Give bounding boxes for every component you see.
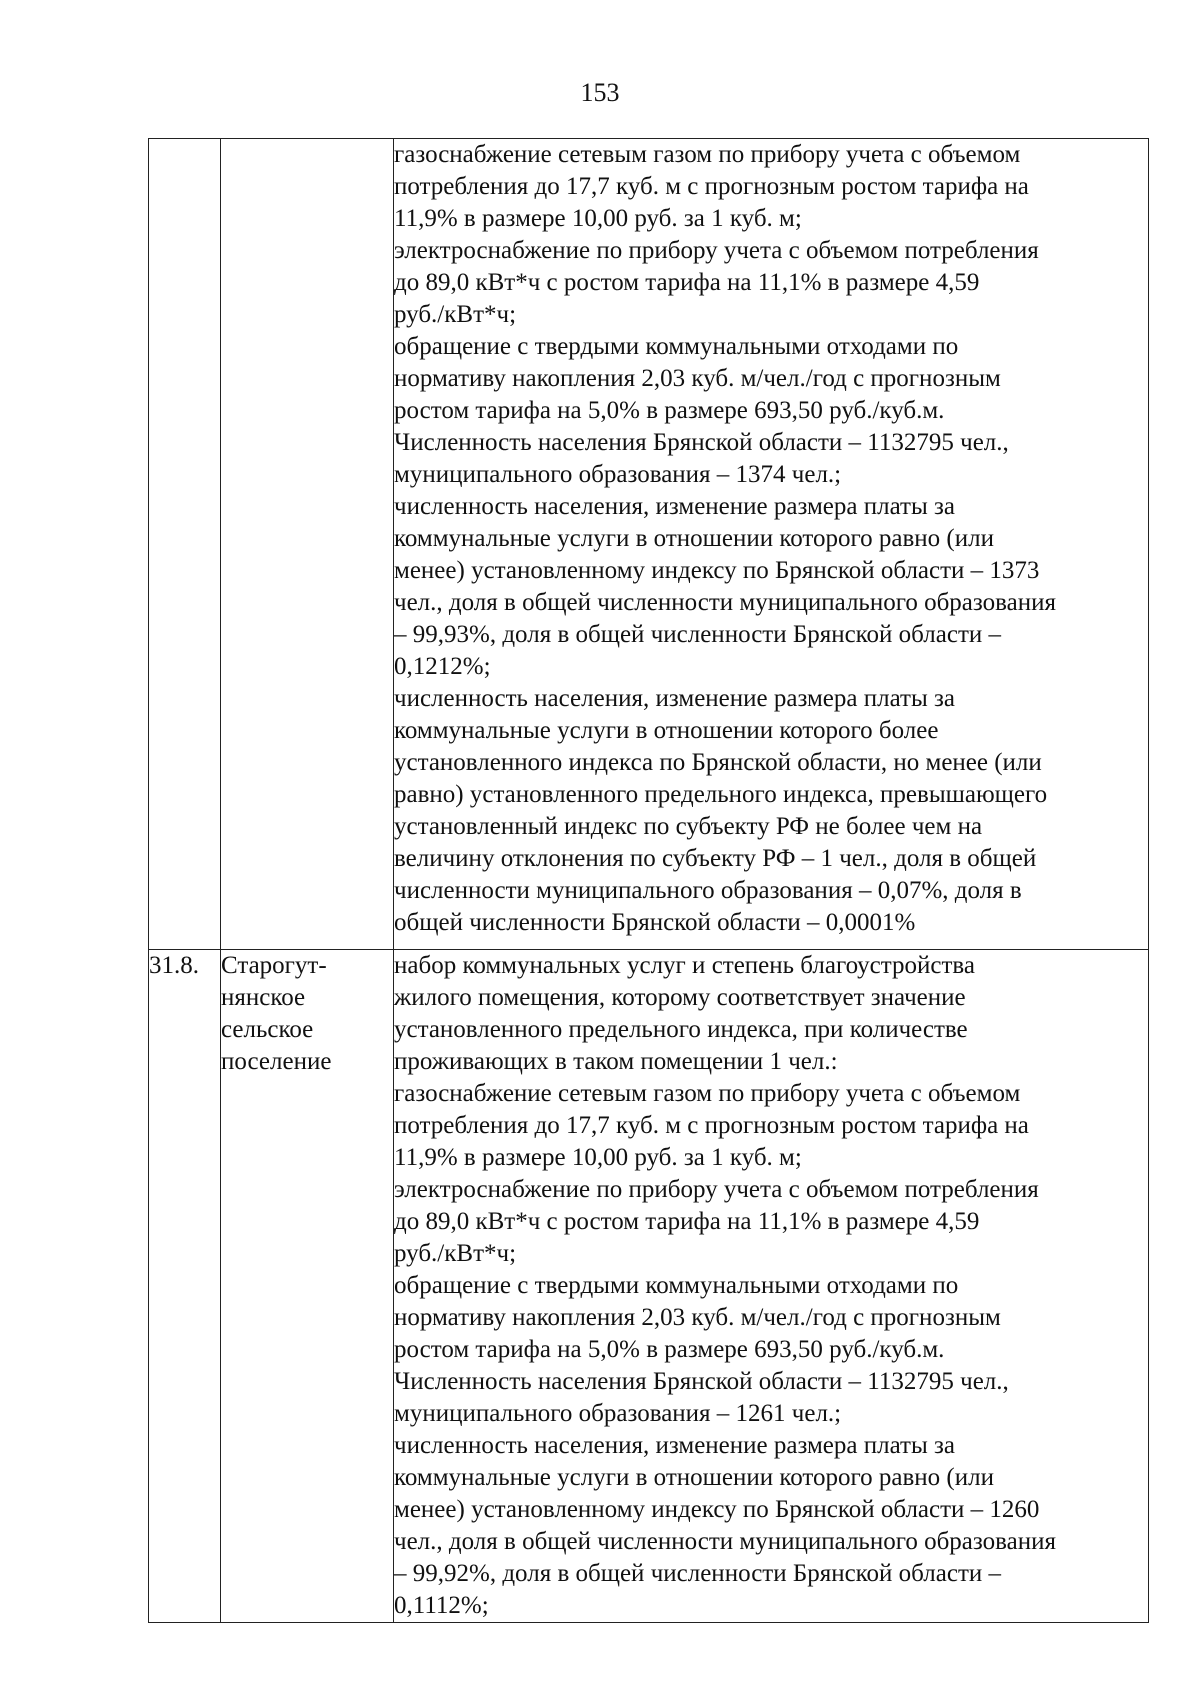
content-line: установленного индекса по Брянской области, но менее (или <box>394 749 1042 776</box>
content-line: потребления до 17,7 куб. м с прогнозным ростом тарифа на <box>394 173 1029 200</box>
page-number: 153 <box>580 78 620 107</box>
content-line: нормативу накопления 2,03 куб. м/чел./год с прогнозным <box>394 1304 1001 1331</box>
content-line: руб./кВт*ч; <box>394 301 517 328</box>
content-line: – 99,92%, доля в общей численности Брянской области – <box>394 1560 1001 1587</box>
content-line: электроснабжение по прибору учета с объемом потребления <box>394 1176 1039 1203</box>
content-line: нормативу накопления 2,03 куб. м/чел./год с прогнозным <box>394 365 1001 392</box>
settlement-name-line: нянское <box>221 984 306 1011</box>
row-number-cell: 31.8. <box>149 950 221 1623</box>
content-line: руб./кВт*ч; <box>394 1240 517 1267</box>
content-line: численность населения, изменение размера платы за <box>394 493 955 520</box>
row-content-cell <box>394 950 1149 1623</box>
content-line: коммунальные услуги в отношении которого равно (или <box>394 1464 994 1491</box>
content-line: коммунальные услуги в отношении которого более <box>394 717 939 744</box>
content-line: величину отклонения по субъекту РФ – 1 чел., доля в общей <box>394 845 1037 872</box>
content-line: чел., доля в общей численности муниципального образования <box>394 589 1056 616</box>
content-line: численность населения, изменение размера платы за <box>394 1432 955 1459</box>
content-line: коммунальные услуги в отношении которого равно (или <box>394 525 994 552</box>
content-line: проживающих в таком помещении 1 чел.: <box>394 1048 838 1075</box>
row-name-cell <box>221 950 394 1623</box>
content-line: ростом тарифа на 5,0% в размере 693,50 руб./куб.м. <box>394 1336 945 1363</box>
content-line: жилого помещения, которому соответствует значение <box>394 984 966 1011</box>
row-number-cell <box>149 139 221 950</box>
content-line: электроснабжение по прибору учета с объемом потребления <box>394 237 1039 264</box>
row-name-cell <box>221 139 394 950</box>
content-line: газоснабжение сетевым газом по прибору учета с объемом <box>394 1080 1021 1107</box>
content-line: до 89,0 кВт*ч с ростом тарифа на 11,1% в размере 4,59 <box>394 269 980 296</box>
content-line: – 99,93%, доля в общей численности Брянской области – <box>394 621 1001 648</box>
content-line: Численность населения Брянской области – 1132795 чел., <box>394 429 1009 456</box>
content-line: 0,1212%; <box>394 653 491 680</box>
content-line: 11,9% в размере 10,00 руб. за 1 куб. м; <box>394 205 802 232</box>
content-line: обращение с твердыми коммунальными отходами по <box>394 1272 959 1299</box>
table-row <box>149 950 1149 1623</box>
table-row <box>149 139 1149 950</box>
content-line: установленного предельного индекса, при количестве <box>394 1016 968 1043</box>
content-line: установленный индекс по субъекту РФ не более чем на <box>394 813 983 840</box>
content-line: обращение с твердыми коммунальными отходами по <box>394 333 959 360</box>
content-line: численность населения, изменение размера платы за <box>394 685 955 712</box>
content-line: менее) установленному индексу по Брянской области – 1260 <box>394 1496 1040 1523</box>
content-line: ростом тарифа на 5,0% в размере 693,50 руб./куб.м. <box>394 397 945 424</box>
content-line: потребления до 17,7 куб. м с прогнозным ростом тарифа на <box>394 1112 1029 1139</box>
content-line: численности муниципального образования – 0,07%, доля в <box>394 877 1022 904</box>
content-line: набор коммунальных услуг и степень благоустройства <box>394 952 975 979</box>
content-line: 11,9% в размере 10,00 руб. за 1 куб. м; <box>394 1144 802 1171</box>
content-line: общей численности Брянской области – 0,0001% <box>394 909 916 936</box>
settlement-name-line: поселение <box>221 1048 332 1075</box>
document-table <box>148 138 1149 1623</box>
content-line: Численность населения Брянской области – 1132795 чел., <box>394 1368 1009 1395</box>
content-line: муниципального образования – 1374 чел.; <box>394 461 842 488</box>
content-line: равно) установленного предельного индекса, превышающего <box>394 781 1048 808</box>
content-line: 0,1112%; <box>394 1592 489 1619</box>
content-line: муниципального образования – 1261 чел.; <box>394 1400 842 1427</box>
settlement-name-line: Старогут- <box>221 952 327 979</box>
row-content-cell <box>394 139 1149 950</box>
content-line: газоснабжение сетевым газом по прибору учета с объемом <box>394 141 1021 168</box>
content-line: до 89,0 кВт*ч с ростом тарифа на 11,1% в размере 4,59 <box>394 1208 980 1235</box>
content-line: чел., доля в общей численности муниципального образования <box>394 1528 1056 1555</box>
settlement-name-line: сельское <box>221 1016 314 1043</box>
content-line: менее) установленному индексу по Брянской области – 1373 <box>394 557 1040 584</box>
